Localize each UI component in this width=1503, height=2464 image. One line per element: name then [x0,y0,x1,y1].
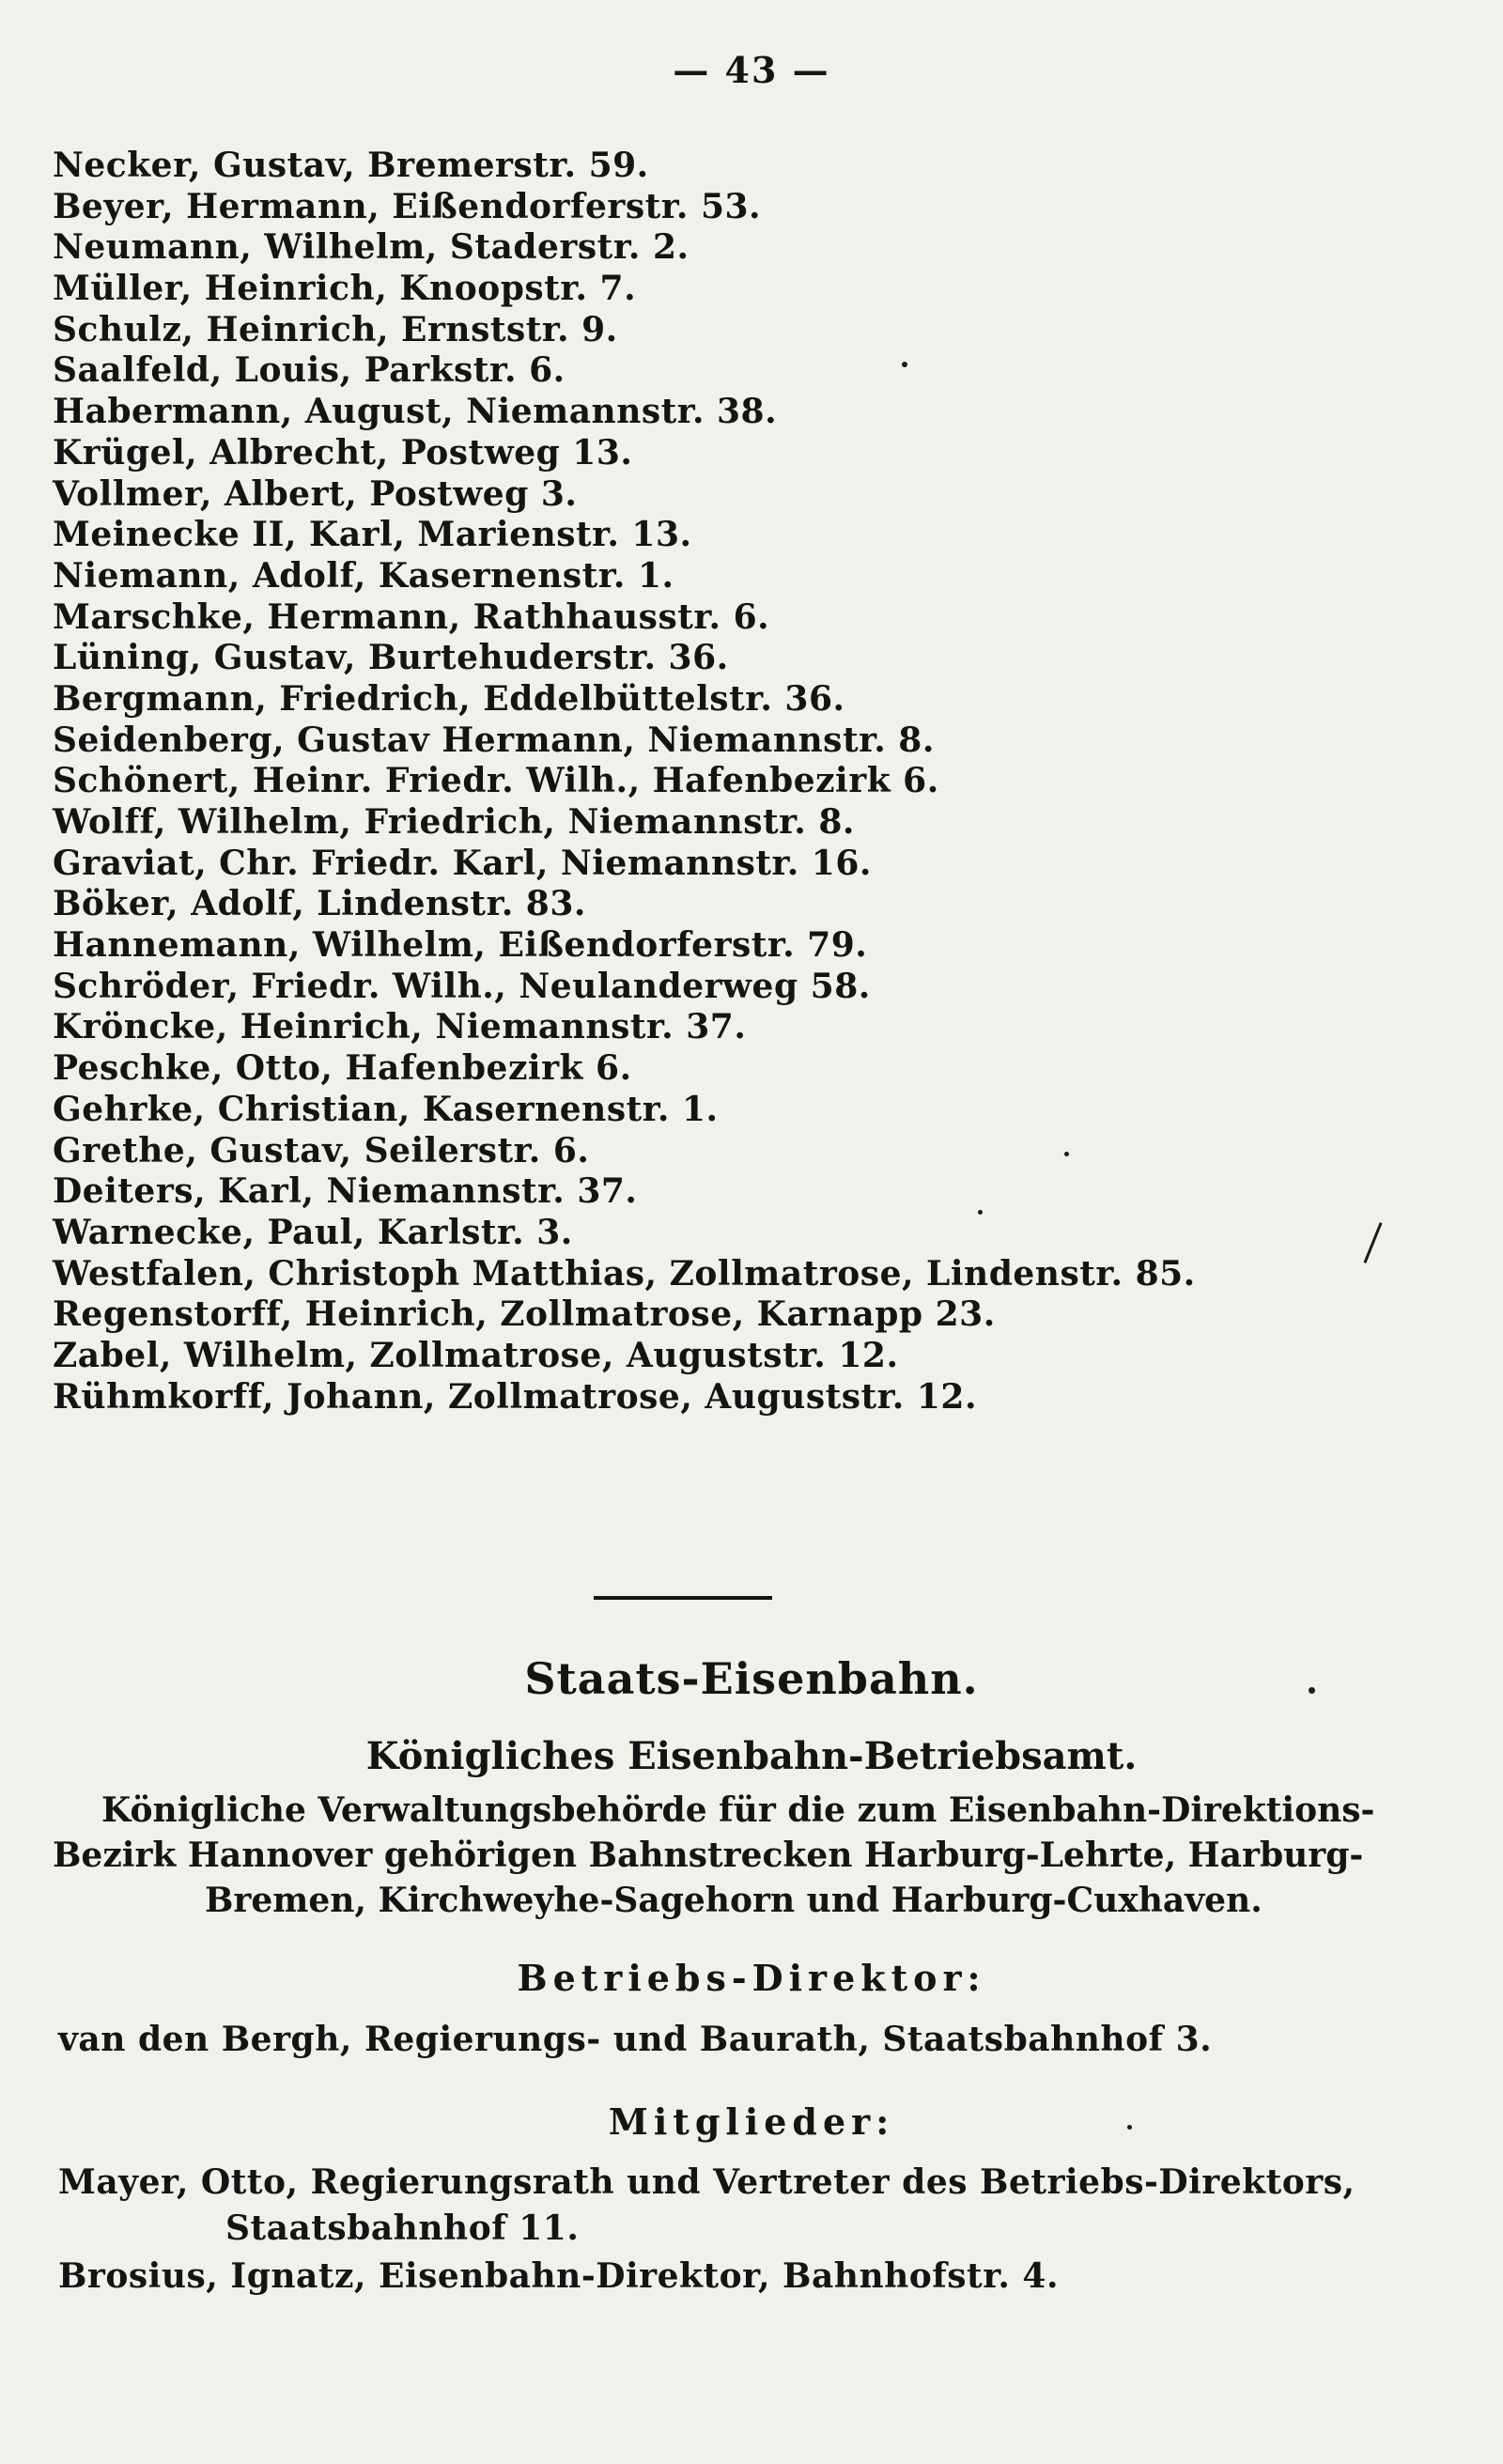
list-item: Kröncke, Heinrich, Niemannstr. 37. [53,1007,747,1047]
director-label: Betriebs-Direktor: [517,1957,986,1999]
print-speck [902,362,907,367]
list-item: Neumann, Wilhelm, Staderstr. 2. [53,227,690,268]
list-item: Meinecke II, Karl, Marienstr. 13. [53,515,692,555]
list-item: Schröder, Friedr. Wilh., Neulanderweg 58. [53,966,871,1006]
list-item: Graviat, Chr. Friedr. Karl, Niemannstr. 16. [53,843,872,883]
print-speck [1127,2125,1132,2130]
section-title: Staats-Eisenbahn. [524,1653,979,1704]
description-line: Königliche Verwaltungsbehörde für die zum Eisenbahn-Direktions- [101,1790,1375,1830]
section-divider [594,1596,772,1600]
list-item: Rühmkorff, Johann, Zollmatrose, Auguststr. 12. [53,1376,977,1417]
member-entry-continuation: Staatsbahnhof 11. [225,2208,580,2248]
description-line: Bremen, Kirchweyhe-Sagehorn und Harburg-Cuxhaven. [205,1881,1263,1920]
list-item: Bergmann, Friedrich, Eddelbüttelstr. 36. [53,678,845,719]
page-number: — 43 — [673,49,830,91]
list-item: Deiters, Karl, Niemannstr. 37. [53,1171,638,1212]
list-item: Regenstorff, Heinrich, Zollmatrose, Karnapp 23. [53,1294,996,1335]
list-item: Grethe, Gustav, Seilerstr. 6. [53,1130,590,1170]
list-item: Zabel, Wilhelm, Zollmatrose, Auguststr. 12. [53,1335,899,1375]
director-entry: van den Bergh, Regierungs- und Baurath, Staatsbahnhof 3. [58,2020,1213,2059]
list-item: Habermann, August, Niemannstr. 38. [53,392,778,432]
description-line: Bezirk Hannover gehörigen Bahnstrecken Harburg-Lehrte, Harburg- [53,1836,1364,1875]
member-entry: Mayer, Otto, Regierungsrath und Vertreter des Betriebs-Direktors, [58,2162,1356,2202]
list-item: Schulz, Heinrich, Ernststr. 9. [53,309,618,349]
list-item: Lüning, Gustav, Burtehuderstr. 36. [53,638,729,678]
list-item: Marschke, Hermann, Rathhausstr. 6. [53,597,770,637]
office-description [53,1788,1415,1923]
list-item: Necker, Gustav, Bremerstr. 59. [53,146,649,185]
print-speck [1309,1687,1315,1694]
list-item: Gehrke, Christian, Kasernenstr. 1. [53,1089,719,1129]
list-item: Westfalen, Christoph Matthias, Zollmatrose, Lindenstr. 85. [53,1253,1196,1294]
list-item: Peschke, Otto, Hafenbezirk 6. [53,1048,632,1089]
list-item: Vollmer, Albert, Postweg 3. [53,473,578,514]
list-item: Hannemann, Wilhelm, Eißendorferstr. 79. [53,925,868,966]
print-speck [978,1210,983,1215]
member-entry: Brosius, Ignatz, Eisenbahn-Direktor, Bahnhofstr. 4. [58,2256,1059,2296]
list-item: Müller, Heinrich, Knoopstr. 7. [53,269,637,309]
list-item: Schönert, Heinr. Friedr. Wilh., Hafenbezirk 6. [53,761,939,801]
list-item: Niemann, Adolf, Kasernenstr. 1. [53,555,674,596]
print-speck [1064,1152,1069,1156]
list-item: Krügel, Albrecht, Postweg 13. [53,432,633,473]
list-item: Saalfeld, Louis, Parkstr. 6. [53,350,566,391]
list-item: Wolff, Wilhelm, Friedrich, Niemannstr. 8. [53,802,855,842]
list-item: Seidenberg, Gustav Hermann, Niemannstr. 8. [53,720,935,760]
list-item: Böker, Adolf, Lindenstr. 83. [53,884,586,924]
office-title: Königliches Eisenbahn-Betriebsamt. [365,1734,1138,1778]
members-label: Mitglieder: [608,2100,895,2143]
list-item: Warnecke, Paul, Karlstr. 3. [53,1212,573,1252]
list-item: Beyer, Hermann, Eißendorferstr. 53. [53,186,762,226]
address-list [53,146,1433,1418]
